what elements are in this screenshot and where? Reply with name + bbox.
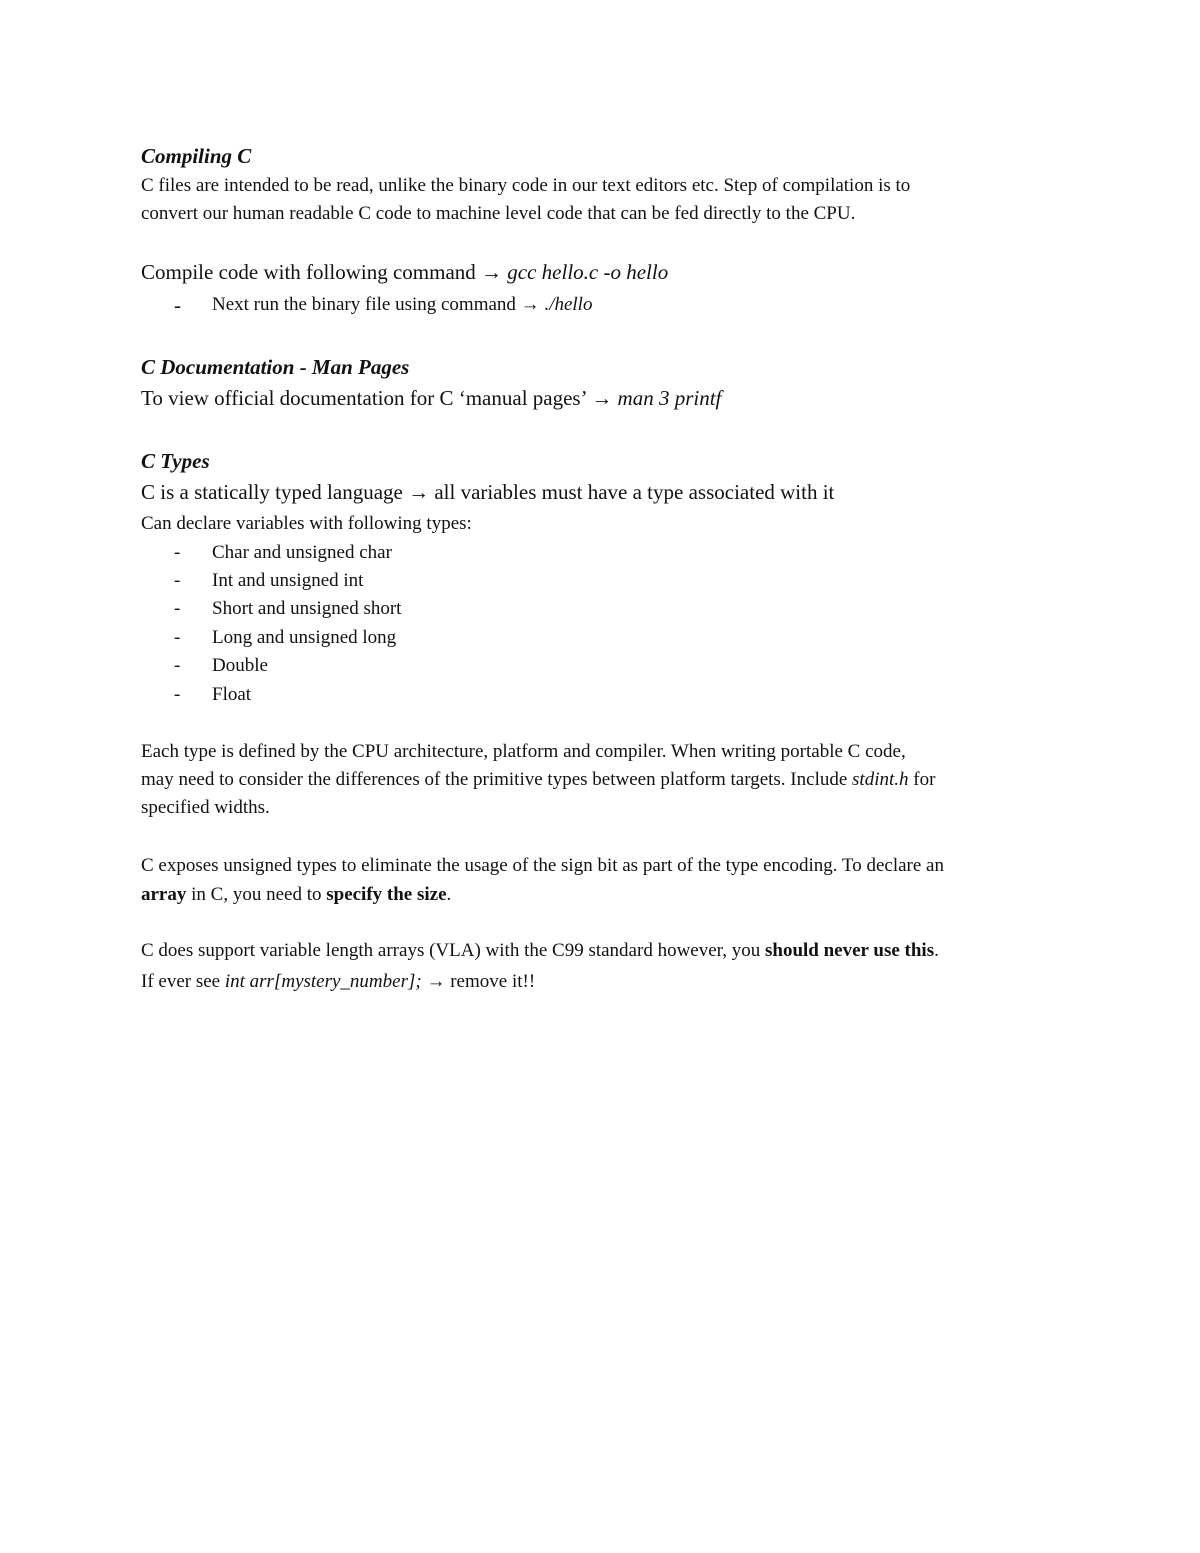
code-snippet: int arr[mystery_number]; xyxy=(224,971,422,992)
paragraph-line: specified widths. xyxy=(141,797,270,818)
run-prefix: Next run the binary file using command → xyxy=(212,294,545,315)
text-span: → remove it!! xyxy=(421,971,536,992)
bullet-dash: - xyxy=(174,655,181,676)
paragraph-line: Each type is defined by the CPU architecture, platform and compiler. When writing portable C code, xyxy=(141,741,906,762)
compile-prefix: Compile code with following command → xyxy=(141,260,508,284)
bold-text: array xyxy=(141,884,187,905)
bold-text: specify the size xyxy=(326,884,447,905)
stdint-header: stdint.h xyxy=(852,769,909,790)
bullet-dash: - xyxy=(174,684,181,705)
text-span: . xyxy=(934,940,939,961)
list-item: Int and unsigned int xyxy=(212,570,364,591)
bullet-dash: - xyxy=(174,598,181,619)
compile-command-line xyxy=(141,260,668,284)
bullet-dash: - xyxy=(174,570,181,591)
heading-c-documentation: C Documentation - Man Pages xyxy=(141,355,410,379)
text-span: for xyxy=(908,769,936,790)
paragraph-line: convert our human readable C code to machine level code that can be fed directly to the CPU. xyxy=(141,203,856,224)
paragraph-line xyxy=(141,883,451,907)
text-span: in C, you need to xyxy=(186,884,327,905)
run-command-line xyxy=(212,293,592,317)
bold-text: should never use this xyxy=(764,940,935,961)
list-item: Float xyxy=(212,684,252,705)
heading-c-types: C Types xyxy=(141,449,210,473)
paragraph-line xyxy=(141,939,939,963)
man-prefix: To view official documentation for C ‘manual pages’ → xyxy=(141,386,618,410)
list-item: Double xyxy=(212,655,268,676)
bullet-dash: - xyxy=(174,542,181,563)
paragraph-line xyxy=(141,970,535,994)
paragraph-line: C files are intended to be read, unlike the binary code in our text editors etc. Step of compilation is to xyxy=(141,175,911,196)
compile-command: gcc hello.c -o hello xyxy=(507,260,669,284)
text-span: . xyxy=(446,884,452,905)
types-declare-line: Can declare variables with following types: xyxy=(141,513,472,534)
run-command: ./hello xyxy=(544,294,593,315)
list-item: Short and unsigned short xyxy=(212,598,402,619)
text-span: C does support variable length arrays (VLA) with the C99 standard however, you xyxy=(141,940,765,961)
types-intro-line: C is a statically typed language → all variables must have a type associated with it xyxy=(141,480,835,504)
bullet-dash: - xyxy=(174,293,181,317)
text-span: may need to consider the differences of the primitive types between platform targets. Include xyxy=(141,769,853,790)
list-item: Long and unsigned long xyxy=(212,627,397,648)
bullet-dash: - xyxy=(174,627,181,648)
man-command: man 3 printf xyxy=(617,386,722,410)
paragraph-line xyxy=(141,768,935,792)
list-item: Char and unsigned char xyxy=(212,542,392,563)
text-span: If ever see xyxy=(141,971,225,992)
paragraph-line: C exposes unsigned types to eliminate the usage of the sign bit as part of the type encoding. To declare an xyxy=(141,855,944,876)
man-pages-line xyxy=(141,386,721,410)
heading-compiling-c: Compiling C xyxy=(141,144,252,168)
